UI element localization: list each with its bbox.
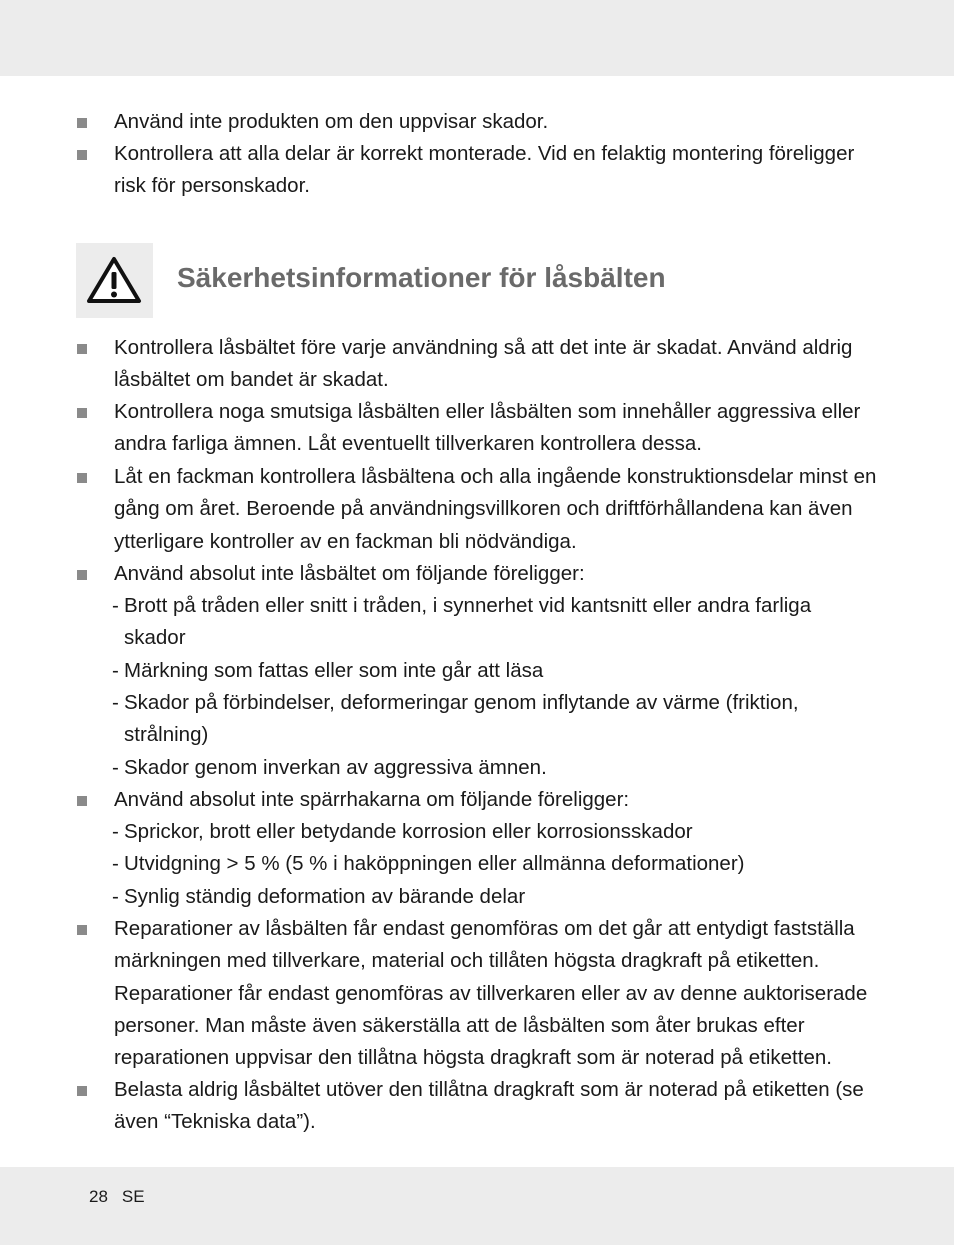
dash-marker: - [112, 885, 119, 908]
list-item-text: Använd absolut inte låsbältet om följande föreligger: [114, 562, 585, 585]
list-item-text: Använd inte produkten om den uppvisar skador. [114, 110, 549, 133]
list-item-text: Reparationer av låsbälten får endast genomföras om det går att entydigt fastställa märkningen med tillverkare, material och tillåten högsta dragkraft på etiketten. Reparationer får endast genomföras av tillverkaren eller av av denne auktoriserade personer. Man måste även säkerställa att de låsbälten som åter brukas efter reparationen uppvisar den tillåtna högsta dragkraft som är noterad på etiketten. [114, 917, 868, 1070]
dash-marker: - [112, 820, 119, 843]
dash-marker: - [112, 852, 119, 875]
bullet-square-icon [77, 1086, 87, 1096]
bullet-square-icon [77, 408, 87, 418]
section-title: Säkerhetsinformationer för låsbälten [177, 262, 666, 293]
bullet-square-icon [77, 570, 87, 580]
list-item-text: Kontrollera låsbältet före varje användning så att det inte är skadat. Använd aldrig låsbältet om bandet är skadat. [114, 336, 853, 392]
bullet-square-icon [77, 344, 87, 354]
bullet-square-icon [77, 118, 87, 128]
sub-item-text: Brott på tråden eller snitt i tråden, i synnerhet vid kantsnitt eller andra farliga skador [124, 594, 812, 650]
page-footer [89, 1187, 159, 1207]
sub-item-text: Utvidgning > 5 % (5 % i haköppningen eller allmänna deformationer) [124, 852, 745, 875]
dash-marker: - [112, 659, 119, 682]
warning-icon-box [76, 243, 153, 318]
sub-item-text: Synlig ständig deformation av bärande delar [124, 885, 526, 908]
language-code: SE [121, 1187, 145, 1206]
dash-marker: - [112, 691, 119, 714]
sub-item-text: Skador genom inverkan av aggressiva ämnen. [124, 756, 547, 779]
dash-marker: - [112, 594, 119, 617]
list-item-text: Använd absolut inte spärrhakarna om följande föreligger: [114, 788, 630, 811]
dash-marker: - [112, 756, 119, 779]
sub-item-text: Sprickor, brott eller betydande korrosion eller korrosionsskador [124, 820, 693, 843]
bullet-square-icon [77, 796, 87, 806]
sub-item-text: Skador på förbindelser, deformeringar genom inflytande av värme (friktion, strålning) [124, 691, 799, 747]
list-item-text: Kontrollera att alla delar är korrekt monterade. Vid en felaktig montering föreligger risk för personskador. [114, 142, 855, 198]
bullet-square-icon [77, 473, 87, 483]
list-item-text: Belasta aldrig låsbältet utöver den tillåtna dragkraft som är noterad på etiketten (se även “Tekniska data”). [114, 1078, 864, 1134]
sub-item-text: Märkning som fattas eller som inte går att läsa [124, 659, 544, 682]
top-band [0, 0, 954, 76]
bullet-square-icon [77, 150, 87, 160]
warning-triangle-icon [85, 255, 143, 305]
page-number: 28 [89, 1187, 108, 1206]
bullet-square-icon [77, 925, 87, 935]
list-item-text: Låt en fackman kontrollera låsbältena och alla ingående konstruktionsdelar minst en gång om året. Beroende på användningsvillkoren och driftförhållandena kan även ytterligare kontroller av en fackman bli nödvändiga. [114, 465, 877, 553]
list-item-text: Kontrollera noga smutsiga låsbälten eller låsbälten som innehåller aggressiva eller andra farliga ämnen. Låt eventuellt tillverkaren kontrollera dessa. [114, 400, 861, 456]
